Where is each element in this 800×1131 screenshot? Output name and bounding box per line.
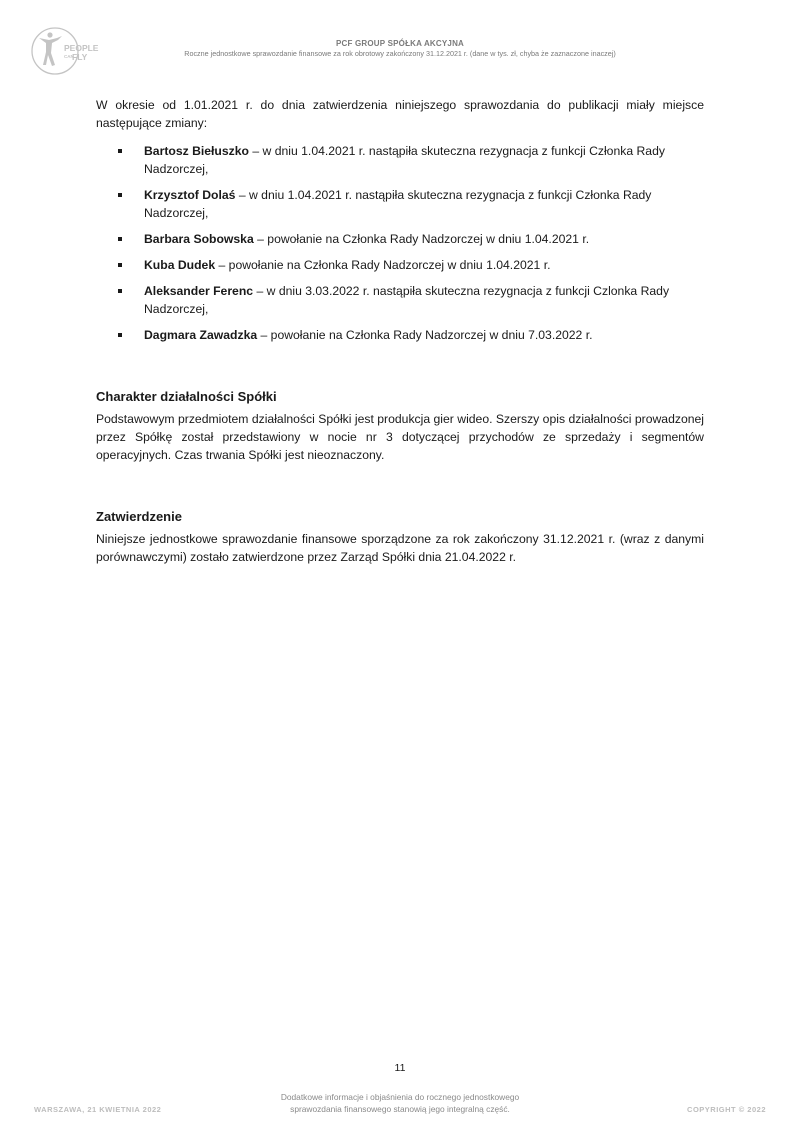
- footer-date: WARSZAWA, 21 KWIETNIA 2022: [34, 1105, 162, 1114]
- list-item: [96, 142, 704, 178]
- logo-text-fly: FLY: [72, 52, 88, 62]
- logo-text-can: CAN: [64, 54, 74, 59]
- footer-note-line: Dodatkowe informacje i objaśnienia do rocznego jednostkowego: [280, 1092, 520, 1102]
- section-body: Podstawowym przedmiotem działalności Spółki jest produkcja gier wideo. Szerszy opis działalności prowadzonej przez Spółkę został przedstawiony w nocie nr 3 dotyczącej przychodów ze sprzedaży i segmentów operacyjnych. Czas trwania Spółki jest nieoznaczony.: [96, 412, 704, 462]
- company-name: PCF GROUP SPÓŁKA AKCYJNA: [335, 39, 465, 48]
- change-text: – w dniu 1.04.2021 r. nastąpiła skuteczna rezygnacja z funkcji Członka Rady Nadzorczej,: [144, 144, 665, 176]
- list-item: [96, 230, 704, 248]
- page-number: 11: [394, 1062, 406, 1074]
- change-text: – powołanie na Członka Rady Nadzorczej w dniu 7.03.2022 r.: [257, 328, 593, 342]
- bullet-icon: [118, 237, 122, 241]
- person-name: Kuba Dudek: [144, 258, 216, 272]
- list-item: [96, 186, 704, 222]
- change-text: – powołanie na Członka Rady Nadzorczej w dniu 1.04.2021 r.: [253, 232, 590, 246]
- change-text: – w dniu 1.04.2021 r. nastąpiła skuteczna rezygnacja z funkcji Członka Rady Nadzorczej,: [144, 188, 652, 220]
- report-subtitle: Roczne jednostkowe sprawozdanie finansowe za rok obrotowy zakończony 31.12.2021 r. (dane w tys. zł, chyba że zaznaczone inaczej): [184, 49, 616, 58]
- board-changes-list: [96, 142, 704, 344]
- bullet-icon: [118, 149, 122, 153]
- person-name: Barbara Sobowska: [144, 232, 254, 246]
- logo-text-people: PEOPLE: [64, 43, 99, 53]
- footer-note: [230, 1091, 570, 1115]
- bullet-icon: [118, 333, 122, 337]
- section-approval: [96, 508, 704, 566]
- people-can-fly-logo-icon: [31, 23, 99, 79]
- footer-copyright: COPYRIGHT © 2022: [687, 1105, 766, 1114]
- person-name: Bartosz Biełuszko: [144, 144, 249, 158]
- bullet-icon: [118, 263, 122, 267]
- change-text: – w dniu 3.03.2022 r. nastąpiła skuteczna rezygnacja z funkcji Czlonka Rady Nadzorczej,: [144, 284, 670, 316]
- intro-paragraph: W okresie od 1.01.2021 r. do dnia zatwierdzenia niniejszego sprawozdania do publikacji miały miejsce następujące zmiany:: [96, 98, 704, 130]
- person-name: Krzysztof Dolaś: [144, 188, 236, 202]
- footer-note-line: sprawozdania finansowego stanowią jego integralną część.: [290, 1104, 510, 1114]
- section-heading: Zatwierdzenie: [96, 509, 182, 524]
- company-logo: [31, 23, 99, 79]
- list-item: [96, 282, 704, 318]
- section-body: Niniejsze jednostkowe sprawozdanie finansowe sporządzone za rok zakończony 31.12.2021 r. (wraz z danymi porównawczymi) zostało zatwierdzone przez Zarząd Spółki dnia 21.04.2022 r.: [96, 532, 704, 564]
- person-name: Dagmara Zawadzka: [144, 328, 258, 342]
- section-company-character: [96, 388, 704, 464]
- bullet-icon: [118, 289, 122, 293]
- page-header: [96, 38, 704, 59]
- main-content: [96, 96, 704, 566]
- change-text: – powołanie na Członka Rady Nadzorczej w dniu 1.04.2021 r.: [215, 258, 551, 272]
- section-heading: Charakter działalności Spółki: [96, 389, 277, 404]
- list-item: [96, 326, 704, 344]
- list-item: [96, 256, 704, 274]
- bullet-icon: [118, 193, 122, 197]
- person-name: Aleksander Ferenc: [144, 284, 254, 298]
